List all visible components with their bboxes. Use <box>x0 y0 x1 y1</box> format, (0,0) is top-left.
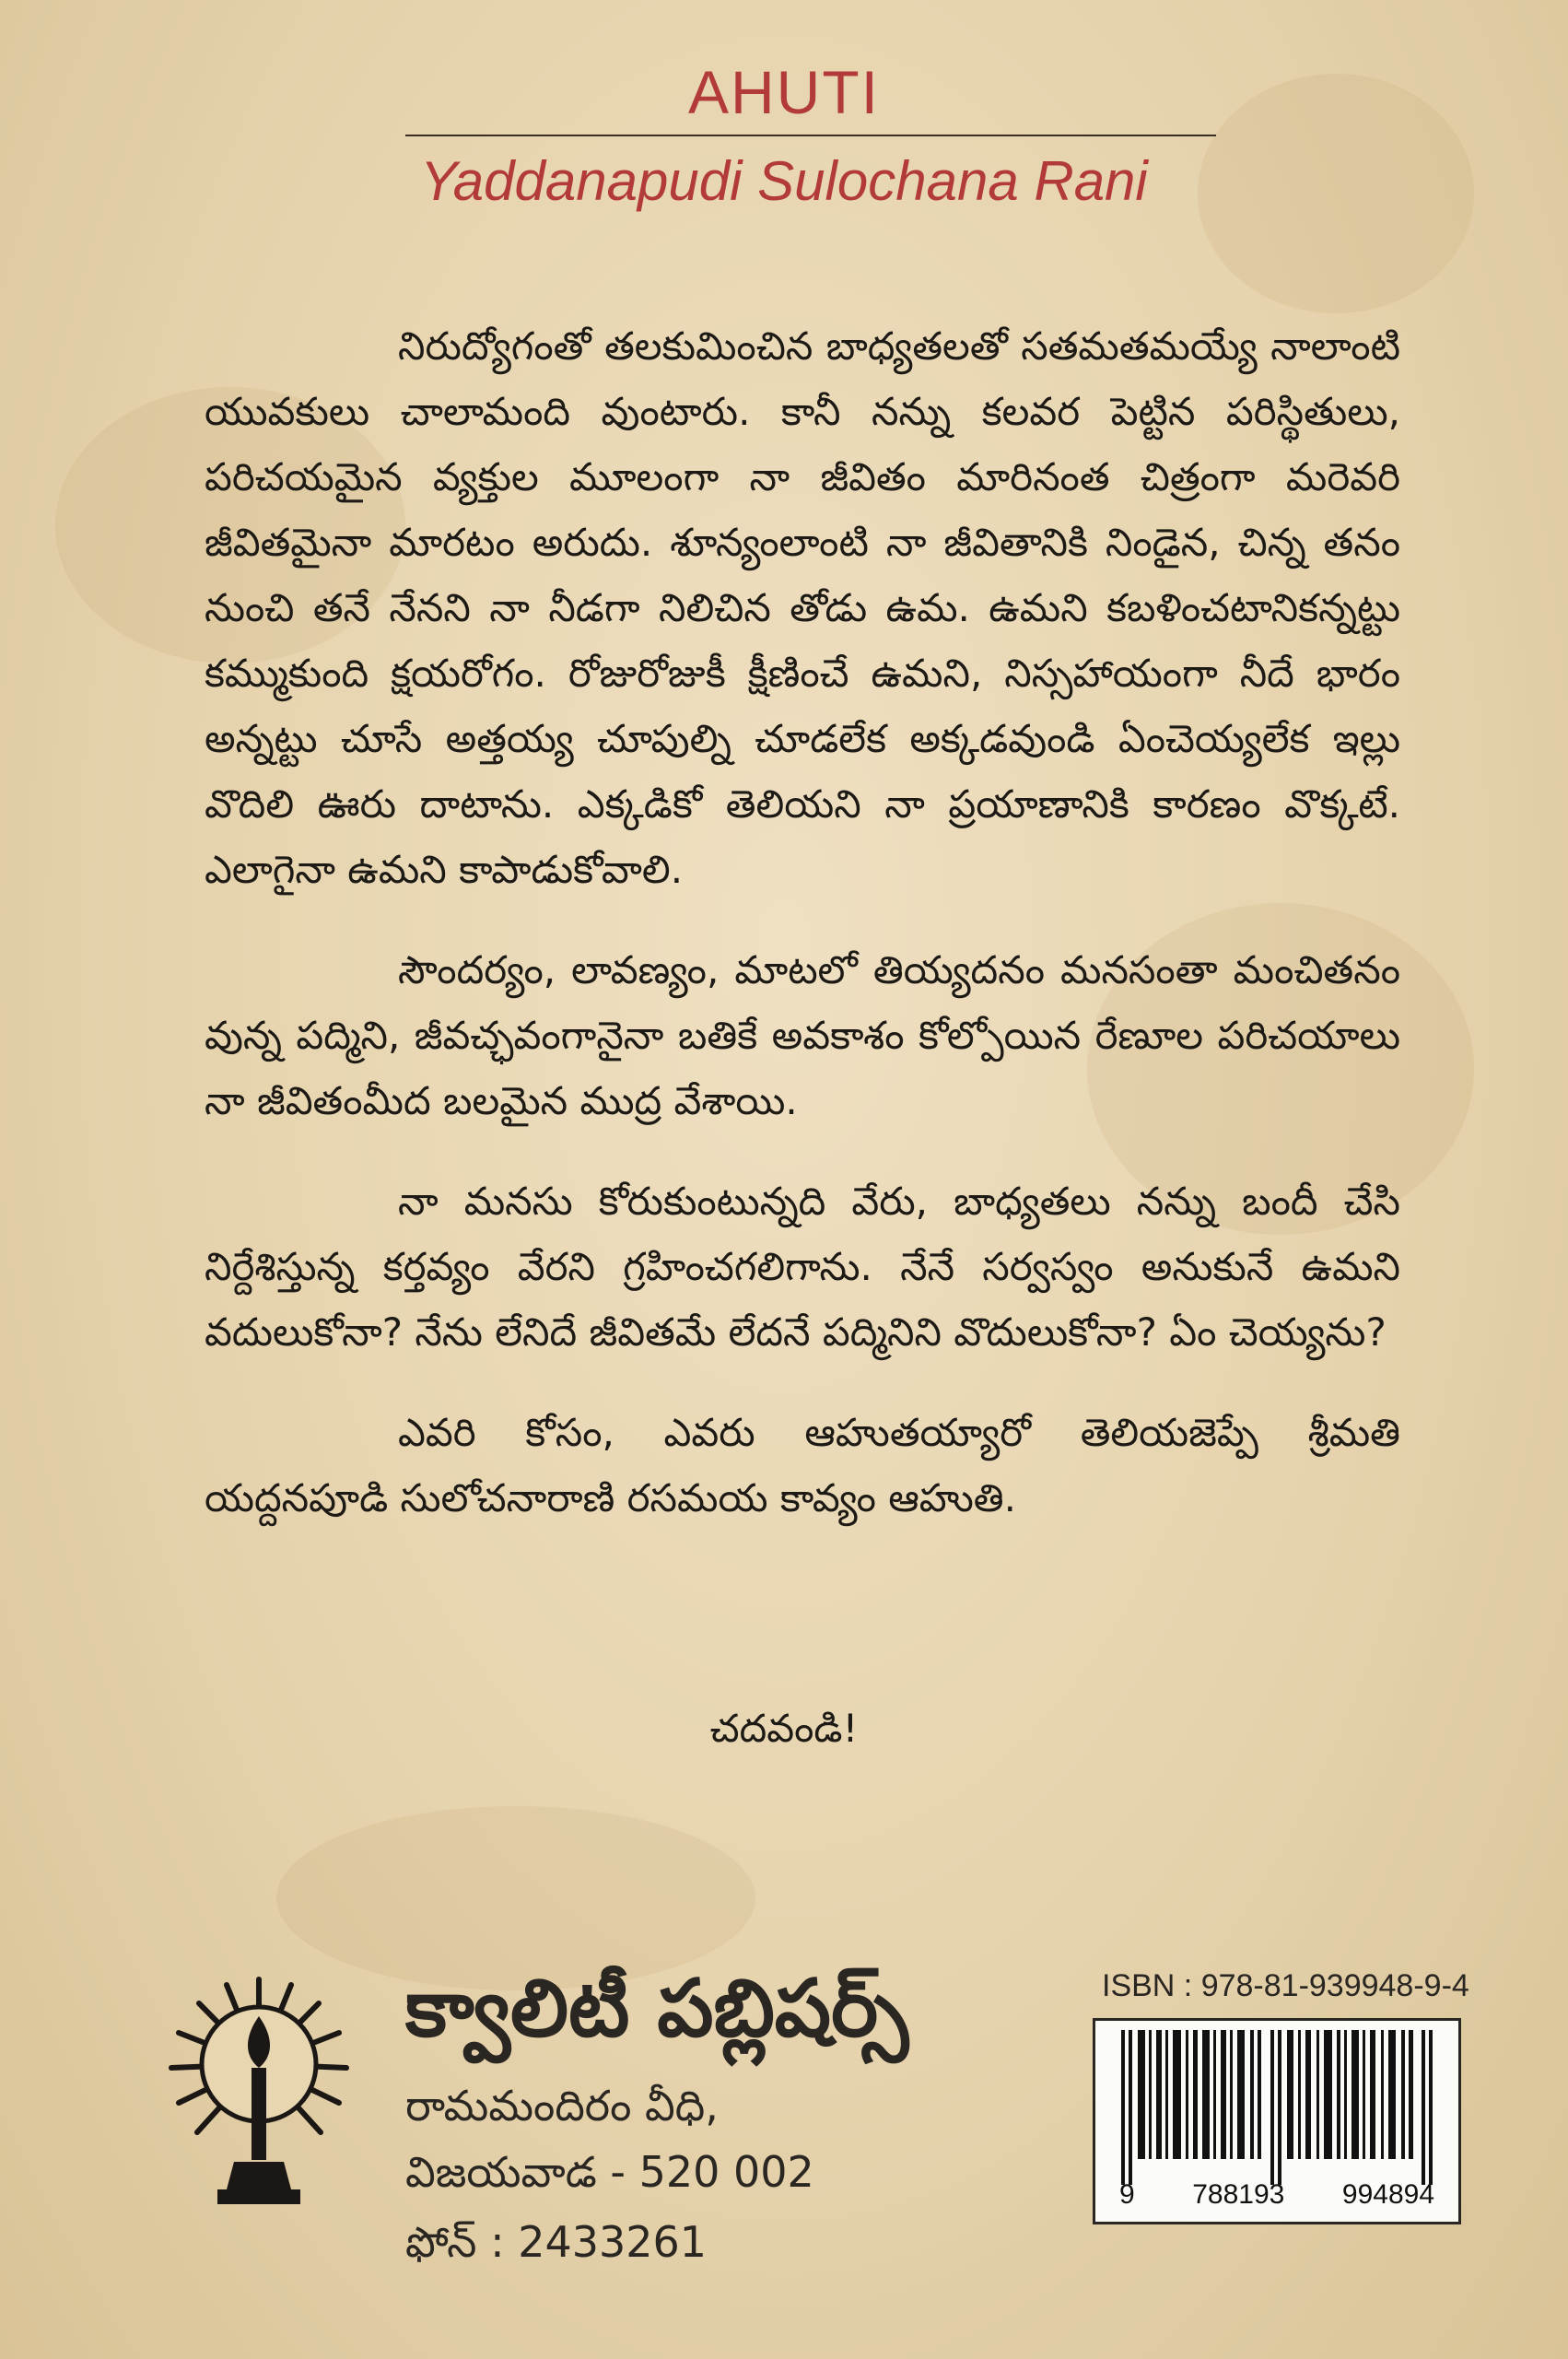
author-name: Yaddanapudi Sulochana Rani <box>420 150 1148 212</box>
publisher-name: క్వాలిటీ పబ్లిషర్స్ <box>405 1963 909 2055</box>
blurb-signoff: చదవండి! <box>709 1706 859 1751</box>
isbn-label: ISBN : 978-81-939948-9-4 <box>1102 1968 1469 2003</box>
publisher-city: విజయవాడ - 520 002 <box>405 2147 814 2197</box>
publisher-phone: ఫోన్ : 2433261 <box>405 2217 708 2267</box>
barcode-digit-lead: 9 <box>1119 2179 1135 2210</box>
blurb-paragraph-2: సౌందర్యం, లావణ్యం, మాటలో తియ్యదనం మనసంతా మంచితనం వున్న పద్మిని, జీవచ్ఛవంగానైనా బతికే అవకాశం కోల్పోయిన రేణూల పరిచయాలు నా జీవితంమీద బలమైన ముద్ర వేశాయి. <box>205 947 1400 1123</box>
title-divider <box>405 135 1216 136</box>
blurb-paragraph-1: నిరుద్యోగంతో తలకుమించిన బాధ్యతలతో సతమతమయ్యే నాలాంటి యువకులు చాలామంది వుంటారు. కానీ నన్ను కలవర పెట్టిన పరిస్థితులు, పరిచయమైన వ్యక్తుల మూలంగా నా జీవితం మారినంత చిత్రంగా మరెవరి జీవితమైనా మారటం అరుదు. శూన్యంలాంటి నా జీవితానికి నిండైన, చిన్న తనం నుంచి తనే నేనని నా నీడగా నిలిచిన తోడు ఉమ. ఉమని కబళించటానికన్నట్టు కమ్ముకుంది క్షయరోగం. రోజురోజుకీ క్షీణించే ఉమని, నిస్సహాయంగా నీదే భారం అన్నట్టు చూసే అత్తయ్య చూపుల్ని చూడలేక అక్కడవుండి ఏంచెయ్యలేక ఇల్లు వొదిలి ఊరు దాటాను. ఎక్కడికో తెలియని నా ప్రయాణానికి కారణం వొక్కటే. ఎలాగైనా ఉమని కాపాడుకోవాలి. <box>205 323 1400 892</box>
publisher-street: రామమందిరం వీధి, <box>405 2081 719 2130</box>
barcode <box>1093 2018 1461 2224</box>
barcode-digits <box>1095 2179 1458 2211</box>
blurb-text <box>205 313 1400 1566</box>
barcode-digit-group-2: 994894 <box>1341 2179 1434 2210</box>
blurb-paragraph-3: నా మనసు కోరుకుంటున్నది వేరు, బాధ్యతలు నన్ను బందీ చేసి నిర్దేశిస్తున్న కర్తవ్యం వేరని గ్రహించగలిగాను. నేనే సర్వస్వం అనుకునే ఉమని వదులుకోనా? నేను లేనిదే జీవితమే లేదనే పద్మినిని వొదులుకోనా? ఏం చెయ్యను? <box>205 1179 1400 1355</box>
book-title: AHUTI <box>688 58 880 126</box>
blurb-paragraph-4: ఎవరి కోసం, ఎవరు ఆహుతయ్యారో తెలియజెప్పే శ్రీమతి యద్దనపూడి సులోచనారాణి రసమయ కావ్యం ఆహుతి. <box>205 1410 1400 1520</box>
barcode-bars-icon <box>1112 2030 1444 2185</box>
barcode-digit-group-1: 788193 <box>1192 2179 1285 2210</box>
lamp-logo-icon <box>162 1972 356 2212</box>
